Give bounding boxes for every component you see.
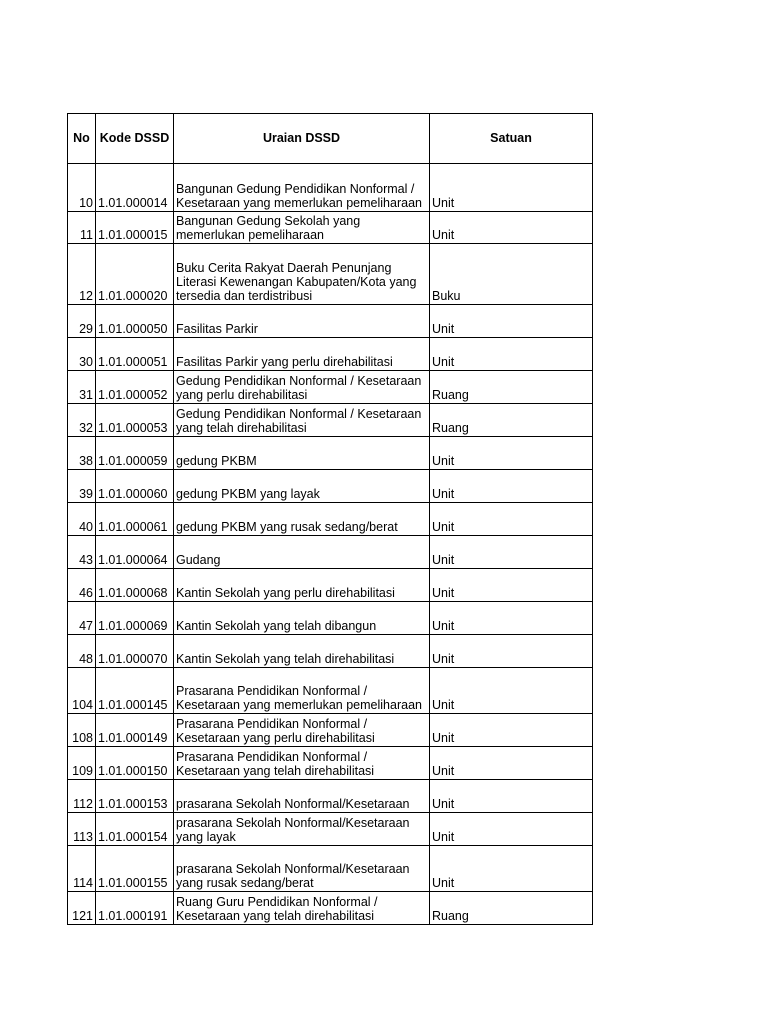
dssd-table xyxy=(67,113,593,925)
cell-satuan: Unit xyxy=(430,635,593,668)
cell-uraian: gedung PKBM yang rusak sedang/berat xyxy=(174,503,430,536)
header-kode: Kode DSSD xyxy=(96,114,174,164)
cell-no: 114 xyxy=(68,846,96,892)
cell-satuan: Unit xyxy=(430,212,593,244)
cell-no: 46 xyxy=(68,569,96,602)
cell-no: 12 xyxy=(68,244,96,305)
cell-no: 11 xyxy=(68,212,96,244)
cell-kode: 1.01.000061 xyxy=(96,503,174,536)
cell-kode: 1.01.000149 xyxy=(96,714,174,747)
cell-uraian: Prasarana Pendidikan Nonformal / Kesetaraan yang telah direhabilitasi xyxy=(174,747,430,780)
cell-no: 109 xyxy=(68,747,96,780)
cell-no: 40 xyxy=(68,503,96,536)
cell-uraian: gedung PKBM xyxy=(174,437,430,470)
cell-uraian: Prasarana Pendidikan Nonformal / Kesetaraan yang memerlukan pemeliharaan xyxy=(174,668,430,714)
table-row xyxy=(68,338,593,371)
cell-satuan: Unit xyxy=(430,164,593,212)
cell-uraian: Fasilitas Parkir yang perlu direhabilitasi xyxy=(174,338,430,371)
cell-uraian: prasarana Sekolah Nonformal/Kesetaraan yang rusak sedang/berat xyxy=(174,846,430,892)
cell-kode: 1.01.000154 xyxy=(96,813,174,846)
table-row xyxy=(68,668,593,714)
cell-uraian: Buku Cerita Rakyat Daerah Penunjang Literasi Kewenangan Kabupaten/Kota yang tersedia dan terdistribusi xyxy=(174,244,430,305)
table-row xyxy=(68,714,593,747)
cell-satuan: Unit xyxy=(430,602,593,635)
cell-uraian: Gedung Pendidikan Nonformal / Kesetaraan yang telah direhabilitasi xyxy=(174,404,430,437)
table-row xyxy=(68,813,593,846)
table-row xyxy=(68,780,593,813)
cell-no: 38 xyxy=(68,437,96,470)
cell-uraian: Kantin Sekolah yang telah direhabilitasi xyxy=(174,635,430,668)
cell-kode: 1.01.000015 xyxy=(96,212,174,244)
cell-satuan: Unit xyxy=(430,569,593,602)
cell-satuan: Unit xyxy=(430,536,593,569)
header-row xyxy=(68,114,593,164)
cell-uraian: prasarana Sekolah Nonformal/Kesetaraan yang layak xyxy=(174,813,430,846)
cell-satuan: Unit xyxy=(430,813,593,846)
cell-uraian: Kantin Sekolah yang perlu direhabilitasi xyxy=(174,569,430,602)
cell-no: 29 xyxy=(68,305,96,338)
table-row xyxy=(68,536,593,569)
cell-uraian: gedung PKBM yang layak xyxy=(174,470,430,503)
table-row xyxy=(68,846,593,892)
table-row xyxy=(68,892,593,925)
header-no: No xyxy=(68,114,96,164)
table-row xyxy=(68,503,593,536)
cell-kode: 1.01.000145 xyxy=(96,668,174,714)
cell-no: 112 xyxy=(68,780,96,813)
cell-satuan: Unit xyxy=(430,714,593,747)
cell-kode: 1.01.000150 xyxy=(96,747,174,780)
cell-satuan: Ruang xyxy=(430,371,593,404)
cell-no: 113 xyxy=(68,813,96,846)
cell-uraian: Fasilitas Parkir xyxy=(174,305,430,338)
cell-uraian: Kantin Sekolah yang telah dibangun xyxy=(174,602,430,635)
cell-satuan: Ruang xyxy=(430,892,593,925)
cell-kode: 1.01.000050 xyxy=(96,305,174,338)
cell-satuan: Unit xyxy=(430,338,593,371)
cell-satuan: Unit xyxy=(430,305,593,338)
cell-kode: 1.01.000153 xyxy=(96,780,174,813)
cell-uraian: Prasarana Pendidikan Nonformal / Kesetaraan yang perlu direhabilitasi xyxy=(174,714,430,747)
cell-no: 48 xyxy=(68,635,96,668)
cell-uraian: Bangunan Gedung Sekolah yang memerlukan pemeliharaan xyxy=(174,212,430,244)
cell-no: 31 xyxy=(68,371,96,404)
cell-uraian: Ruang Guru Pendidikan Nonformal / Kesetaraan yang telah direhabilitasi xyxy=(174,892,430,925)
cell-satuan: Unit xyxy=(430,780,593,813)
cell-no: 43 xyxy=(68,536,96,569)
cell-no: 39 xyxy=(68,470,96,503)
table-row xyxy=(68,305,593,338)
table-row xyxy=(68,164,593,212)
cell-satuan: Unit xyxy=(430,437,593,470)
cell-kode: 1.01.000064 xyxy=(96,536,174,569)
table-row xyxy=(68,747,593,780)
cell-uraian: Bangunan Gedung Pendidikan Nonformal / Kesetaraan yang memerlukan pemeliharaan xyxy=(174,164,430,212)
header-uraian: Uraian DSSD xyxy=(174,114,430,164)
cell-kode: 1.01.000051 xyxy=(96,338,174,371)
cell-satuan: Unit xyxy=(430,668,593,714)
cell-kode: 1.01.000059 xyxy=(96,437,174,470)
cell-satuan: Unit xyxy=(430,503,593,536)
cell-satuan: Unit xyxy=(430,846,593,892)
table-row xyxy=(68,569,593,602)
cell-no: 108 xyxy=(68,714,96,747)
cell-no: 10 xyxy=(68,164,96,212)
table-row xyxy=(68,404,593,437)
cell-no: 47 xyxy=(68,602,96,635)
cell-satuan: Ruang xyxy=(430,404,593,437)
table-row xyxy=(68,244,593,305)
header-satuan: Satuan xyxy=(430,114,593,164)
cell-kode: 1.01.000060 xyxy=(96,470,174,503)
cell-satuan: Buku xyxy=(430,244,593,305)
cell-no: 32 xyxy=(68,404,96,437)
cell-no: 30 xyxy=(68,338,96,371)
table-row xyxy=(68,212,593,244)
table-row xyxy=(68,635,593,668)
cell-satuan: Unit xyxy=(430,747,593,780)
cell-kode: 1.01.000070 xyxy=(96,635,174,668)
table-row xyxy=(68,470,593,503)
table-row xyxy=(68,602,593,635)
cell-no: 104 xyxy=(68,668,96,714)
cell-kode: 1.01.000068 xyxy=(96,569,174,602)
table-row xyxy=(68,437,593,470)
cell-kode: 1.01.000014 xyxy=(96,164,174,212)
cell-no: 121 xyxy=(68,892,96,925)
cell-kode: 1.01.000052 xyxy=(96,371,174,404)
cell-kode: 1.01.000155 xyxy=(96,846,174,892)
cell-kode: 1.01.000191 xyxy=(96,892,174,925)
cell-satuan: Unit xyxy=(430,470,593,503)
cell-uraian: Gudang xyxy=(174,536,430,569)
cell-uraian: Gedung Pendidikan Nonformal / Kesetaraan yang perlu direhabilitasi xyxy=(174,371,430,404)
cell-uraian: prasarana Sekolah Nonformal/Kesetaraan xyxy=(174,780,430,813)
cell-kode: 1.01.000069 xyxy=(96,602,174,635)
table-row xyxy=(68,371,593,404)
cell-kode: 1.01.000020 xyxy=(96,244,174,305)
cell-kode: 1.01.000053 xyxy=(96,404,174,437)
